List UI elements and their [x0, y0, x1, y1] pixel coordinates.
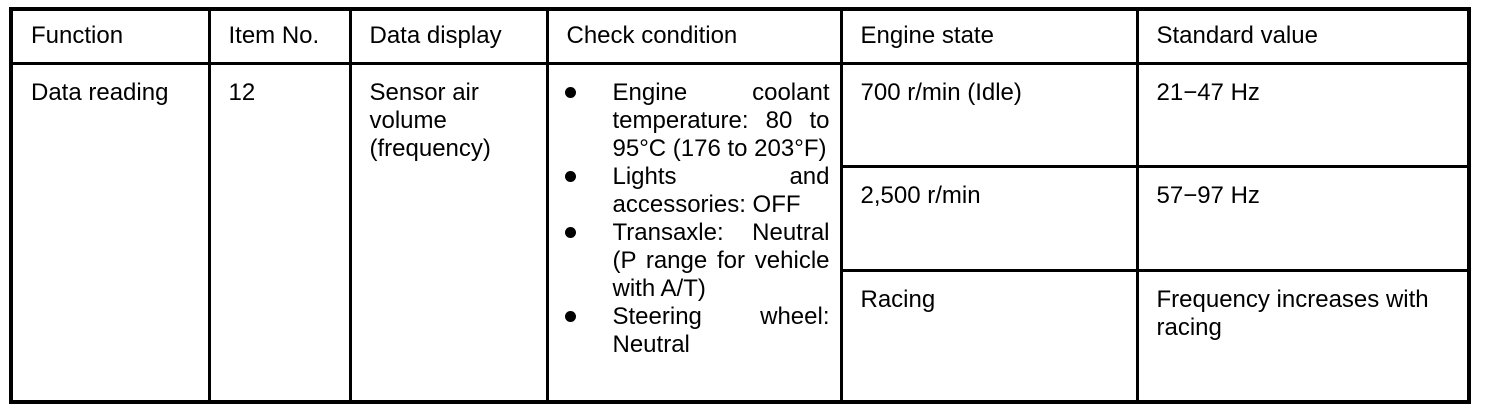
bullet-icon [565, 87, 576, 98]
check-condition-item [561, 219, 834, 303]
cell-standard-value: Frequency increases with racing [1137, 270, 1469, 402]
bullet-icon [565, 171, 576, 182]
header-function: Function [11, 9, 209, 63]
header-row [11, 9, 1469, 63]
header-item-no: Item No. [209, 9, 350, 63]
bullet-icon [565, 311, 576, 322]
header-standard-value: Standard value [1137, 9, 1469, 63]
bullet-icon [565, 227, 576, 238]
check-condition-text: Lights and accessories: OFF [612, 162, 830, 218]
cell-check-condition [547, 63, 841, 402]
header-check-condition: Check condition [547, 9, 841, 63]
cell-standard-value: 57−97 Hz [1137, 166, 1469, 270]
header-engine-state: Engine state [841, 9, 1137, 63]
check-condition-item [561, 163, 834, 219]
cell-data-display: Sensor air volume (frequency) [350, 63, 547, 402]
header-data-display: Data display [350, 9, 547, 63]
cell-item-no: 12 [209, 63, 350, 402]
cell-engine-state: 700 r/min (Idle) [841, 63, 1137, 166]
check-condition-text: Steering wheel: Neutral [612, 302, 830, 358]
cell-engine-state: 2,500 r/min [841, 166, 1137, 270]
cell-function: Data reading [11, 63, 209, 402]
check-condition-list [561, 79, 834, 359]
table-row [11, 63, 1469, 166]
cell-standard-value: 21−47 Hz [1137, 63, 1469, 166]
check-condition-item [561, 79, 834, 163]
cell-engine-state: Racing [841, 270, 1137, 402]
check-condition-text: Transaxle: Neutral (P range for vehicle with A/T) [612, 218, 830, 302]
check-condition-item [561, 303, 834, 359]
spec-table [9, 7, 1471, 404]
check-condition-text: Engine coolant temperature: 80 to 95°C (176 to 203°F) [612, 78, 830, 162]
